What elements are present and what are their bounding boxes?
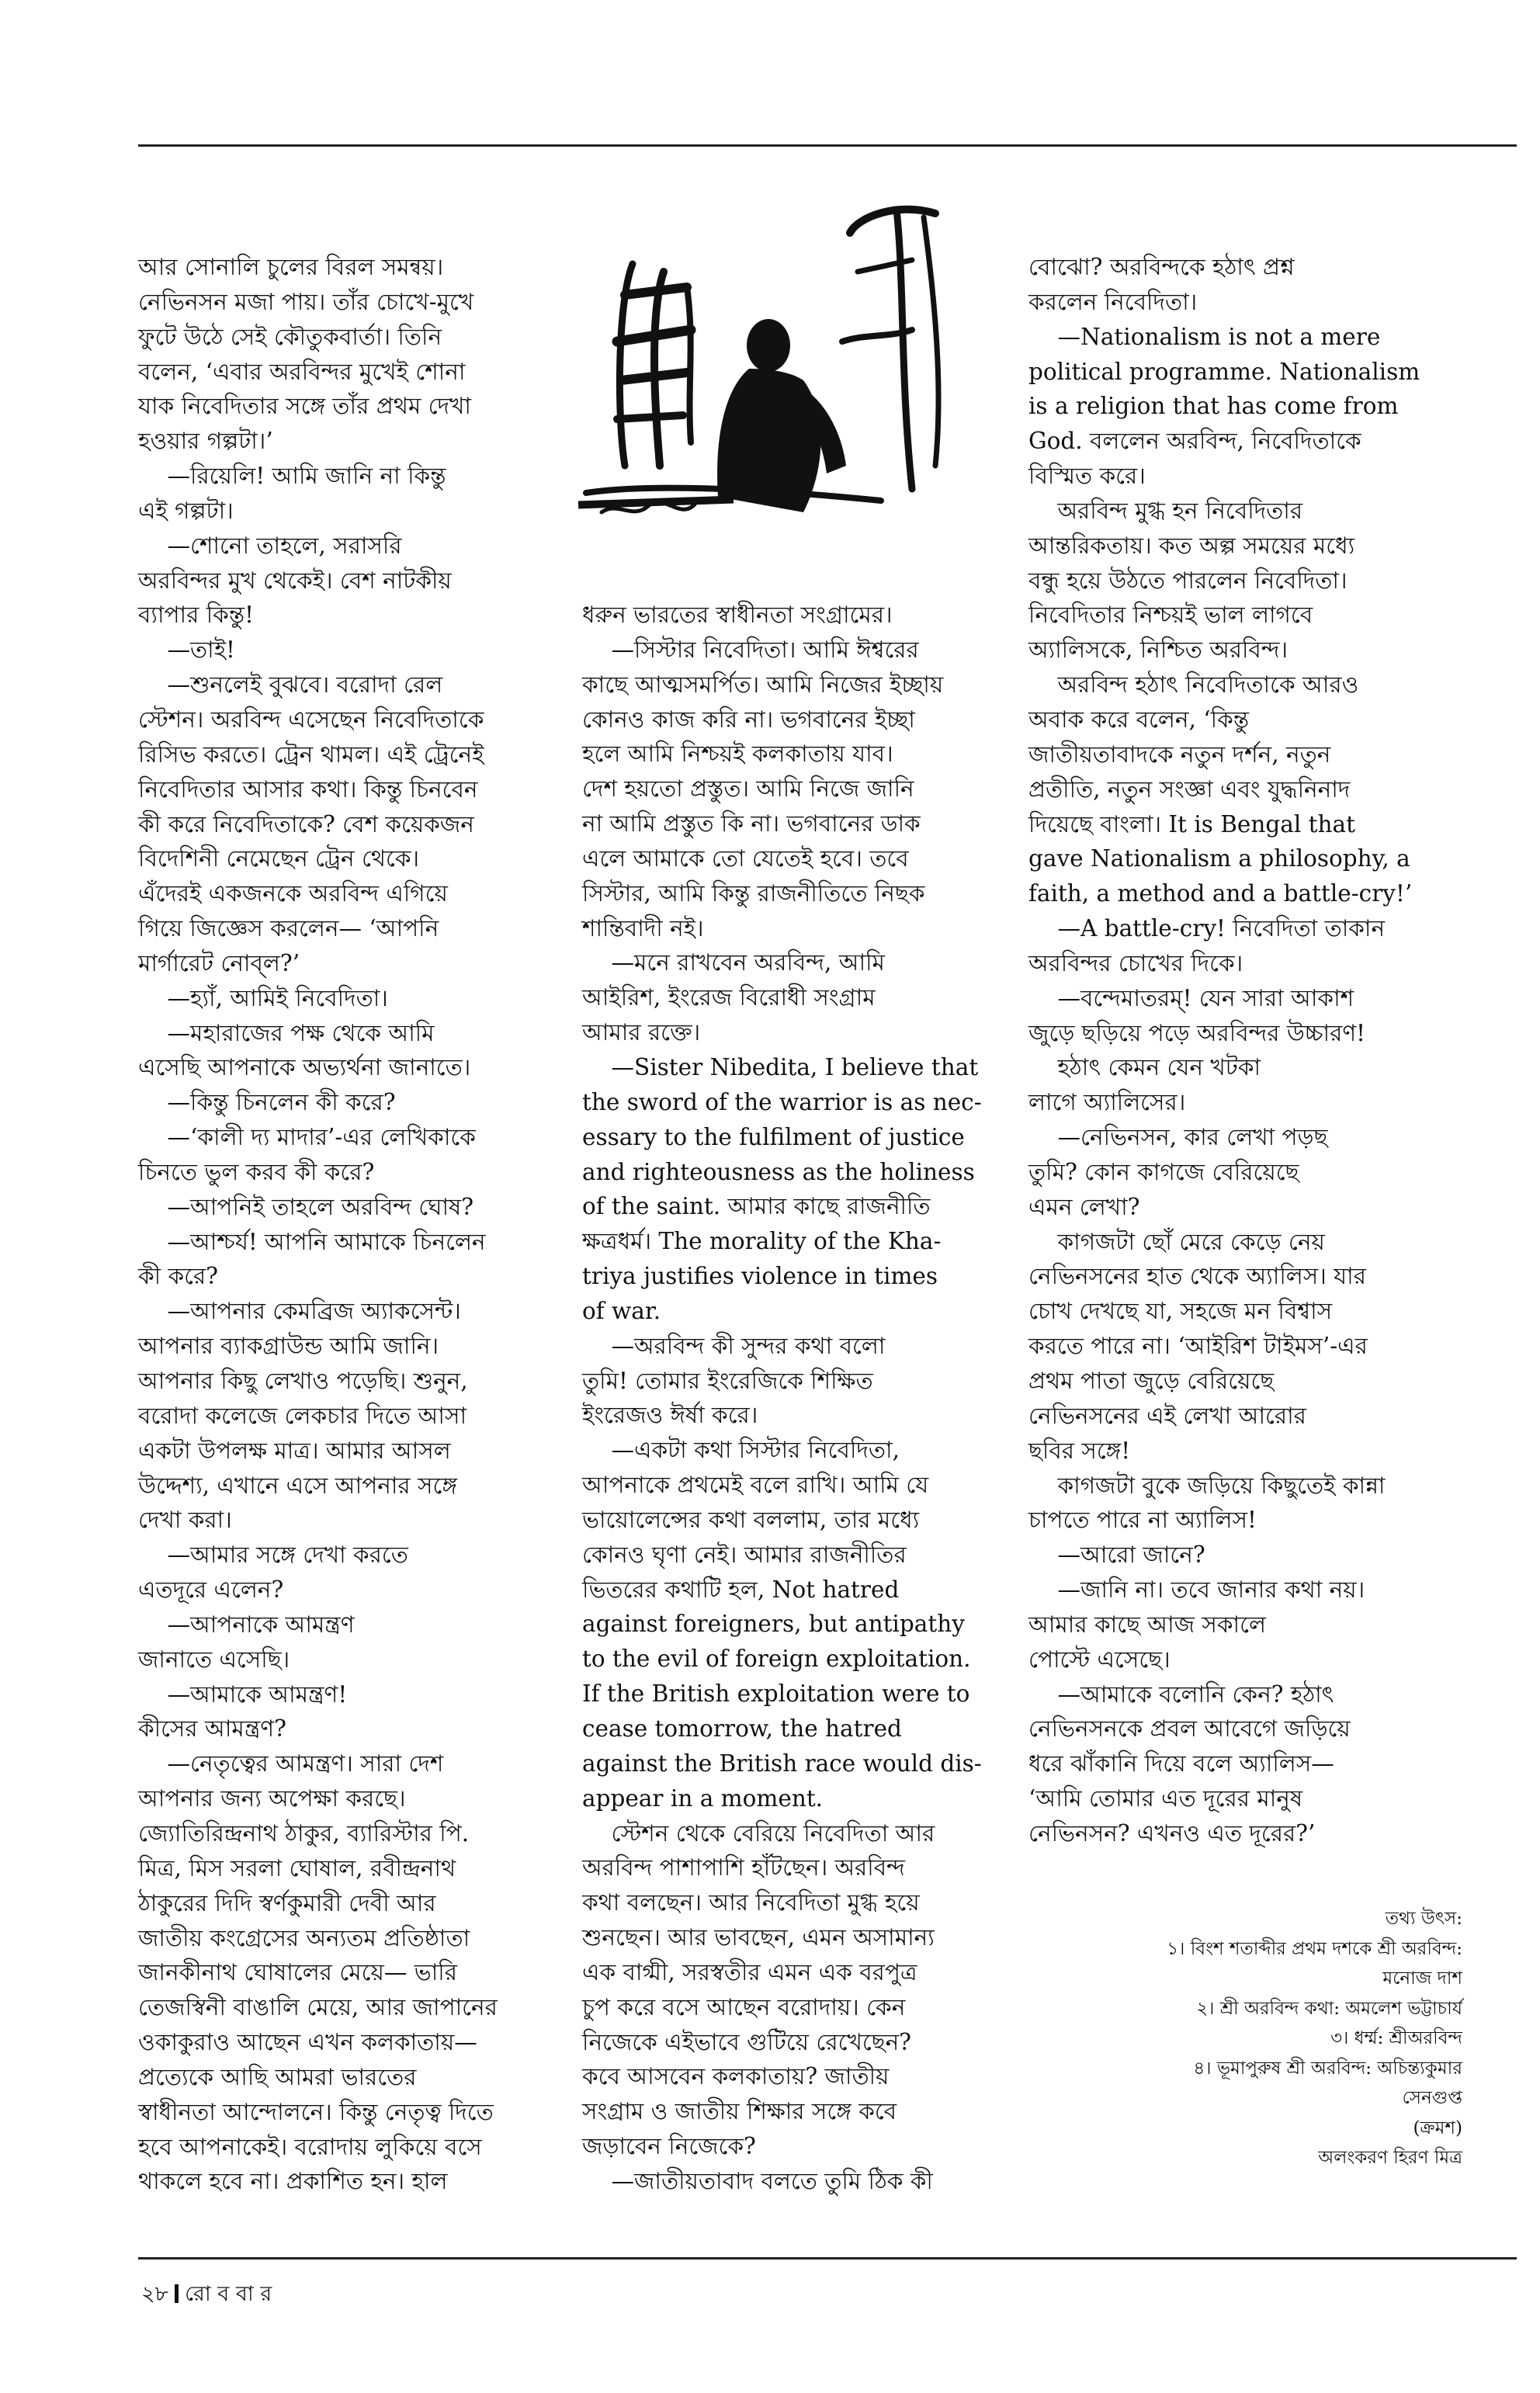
- text-line: —জানি না। তবে জানার কথা নয়।: [1028, 1576, 1365, 1604]
- text-line: হবে আপনাকেই। বরোদায় লুকিয়ে বসে: [138, 2133, 482, 2160]
- text-line: —শোনো তাহলে, সরাসরি: [138, 532, 402, 559]
- text-line: সিস্টার, আমি কিন্তু রাজনীতিতে নিছক: [582, 879, 925, 907]
- text-line: চোখ দেখছে যা, সহজে মন বিশ্বাস: [1028, 1298, 1333, 1325]
- text-line: —আরো জানে?: [1028, 1542, 1205, 1569]
- text-line: —কিন্তু চিনলেন কী করে?: [138, 1089, 396, 1116]
- text-line: —আমার সঙ্গে দেখা করতে: [138, 1542, 408, 1569]
- text-line: পোস্টে এসেছে।: [1028, 1646, 1171, 1673]
- text-line: ‘আমি তোমার এত দূরের মানুষ: [1028, 1785, 1303, 1812]
- text-line: কী করে নিবেদিতাকে? বেশ কয়েকজন: [138, 810, 474, 838]
- text-line: is a religion that has come from: [1028, 393, 1399, 420]
- text-line: শুনছেন। আর ভাবছেন, এমন অসামান্য: [582, 1924, 935, 1951]
- source-line: ২। শ্রী অরবিন্দ কথা: অমলেশ ভট্টাচার্য: [1196, 1998, 1462, 2019]
- text-line: —নেভিনসন, কার লেখা পড়ছ: [1028, 1124, 1328, 1151]
- text-line: আইরিশ, ইংরেজ বিরোধী সংগ্রাম: [582, 984, 876, 1011]
- text-line: তুমি! তোমার ইংরেজিকে শিক্ষিত: [582, 1367, 873, 1394]
- text-line: আমার রক্তে।: [582, 1019, 701, 1046]
- text-line: —Nationalism is not a mere: [1028, 323, 1381, 350]
- text-line: —নেতৃত্বের আমন্ত্রণ। সারা দেশ: [138, 1750, 444, 1777]
- text-line: প্রত্যেকে আছি আমরা ভারতের: [138, 2063, 417, 2090]
- text-line: সংগ্রাম ও জাতীয় শিক্ষার সঙ্গে কবে: [582, 2098, 897, 2125]
- text-line: —আপনাকে আমন্ত্রণ: [138, 1611, 355, 1638]
- text-line: স্টেশন থেকে বেরিয়ে নিবেদিতা আর: [582, 1819, 935, 1847]
- text-line: faith, a method and a battle-cry!’: [1028, 880, 1413, 907]
- text-line: —আপনিই তাহলে অরবিন্দ ঘোষ?: [138, 1193, 474, 1220]
- text-line: নেভিনসনকে প্রবল আবেগে জড়িয়ে: [1028, 1715, 1351, 1743]
- text-line: নেভিনসনের হাত থেকে অ্যালিস। যার: [1028, 1263, 1366, 1290]
- text-line: এক বাগ্মী, সরস্বতীর এমন এক বরপুত্র: [582, 1958, 917, 1985]
- text-line: political programme. Nationalism: [1028, 358, 1420, 385]
- text-line: আপনাকে প্রথমেই বলে রাখি। আমি যে: [582, 1472, 929, 1499]
- text-line: to the evil of foreign exploitation.: [582, 1646, 971, 1673]
- text-line: চিনতে ভুল করব কী করে?: [138, 1158, 375, 1185]
- text-line: ঠাকুরের দিদি স্বর্ণকুমারী দেবী আর: [138, 1889, 436, 1916]
- text-line: of the saint. আমার কাছে রাজনীতি: [582, 1193, 931, 1220]
- text-line: এসেছি আপনাকে অভ্যর্থনা জানাতে।: [138, 1054, 471, 1081]
- text-line: —‘কালী দ্য মাদার’-এর লেখিকাকে: [138, 1124, 476, 1151]
- text-line: শান্তিবাদী নই।: [582, 914, 704, 942]
- continued-note: (ক্রমশ): [1413, 2117, 1462, 2138]
- source-line: সেনগুপ্ত: [1402, 2088, 1462, 2108]
- text-line: ভায়োলেন্সের কথা বললাম, তার মধ্যে: [582, 1506, 920, 1533]
- text-line: নিবেদিতার আসার কথা। কিন্তু চিনবেন: [138, 775, 478, 803]
- text-line: আপনার ব্যাকগ্রাউন্ড আমি জানি।: [138, 1333, 439, 1360]
- text-line: কাছে আত্মসমর্পিত। আমি নিজের ইচ্ছায়: [582, 671, 944, 698]
- text-line: —অরবিন্দ কী সুন্দর কথা বলো: [582, 1332, 886, 1359]
- text-line: করলেন নিবেদিতা।: [1028, 288, 1198, 315]
- text-line: জাতীয় কংগ্রেসের অন্যতম প্রতিষ্ঠাতা: [138, 1924, 470, 1951]
- text-line: নিবেদিতার নিশ্চয়ই ভাল লাগবে: [1028, 602, 1313, 629]
- text-line: রিসিভ করতে। ট্রেন থামল। এই ট্রেনেই: [138, 740, 484, 768]
- text-line: হওয়ার গল্পটা।’: [138, 428, 273, 455]
- text-line: —আমাকে আমন্ত্রণ!: [138, 1680, 348, 1708]
- text-line: বিদেশিনী নেমেছেন ট্রেন থেকে।: [138, 845, 420, 872]
- source-line: ৪। ভূমাপুরুষ শ্রী অরবিন্দ: অচিন্ত্যকুমার: [1193, 2058, 1462, 2079]
- text-line: একটা উপলক্ষ মাত্র। আমার আসল: [138, 1437, 451, 1464]
- text-line: প্রথম পাতা জুড়ে বেরিয়েছে: [1028, 1368, 1275, 1394]
- page-number: ২৮: [141, 2282, 169, 2306]
- text-line: তুমি? কোন কাগজে বেরিয়েছে: [1028, 1158, 1299, 1185]
- text-line: বিস্মিত করে।: [1028, 463, 1146, 490]
- text-line: ব্যাপার কিন্তু!: [138, 602, 254, 629]
- text-line: —একটা কথা সিস্টার নিবেদিতা,: [582, 1437, 900, 1464]
- magazine-name: রো ব বা র: [185, 2282, 272, 2306]
- text-line: জুড়ে ছড়িয়ে পড়ে অরবিন্দর উচ্চারণ!: [1028, 1019, 1366, 1046]
- text-line: স্টেশন। অরবিন্দ এসেছেন নিবেদিতাকে: [138, 706, 484, 733]
- column-3: [1028, 250, 1463, 1851]
- text-line: কোনও ঘৃণা নেই। আমার রাজনীতির: [582, 1541, 907, 1568]
- text-line: কবে আসবেন কলকাতায়? জাতীয়: [582, 2063, 890, 2090]
- text-line: এতদূরে এলেন?: [138, 1576, 284, 1604]
- text-line: স্বাধীনতা আন্দোলনে। কিন্তু নেতৃত্ব দিতে: [138, 2098, 494, 2125]
- text-line: কীসের আমন্ত্রণ?: [138, 1715, 286, 1743]
- text-line: আপনার জন্য অপেক্ষা করছে।: [138, 1785, 406, 1812]
- folio-divider: [175, 2284, 179, 2303]
- text-line: ধরুন ভারতের স্বাধীনতা সংগ্রামের।: [582, 602, 893, 628]
- text-line: এমন লেখা?: [1028, 1193, 1140, 1220]
- text-line: against foreigners, but antipathy: [582, 1611, 965, 1638]
- text-line: বলেন, ‘এবার অরবিন্দর মুখেই শোনা: [138, 358, 466, 385]
- text-line: এঁদেরই একজনকে অরবিন্দ এগিয়ে: [138, 880, 448, 907]
- text-line: নেভিনসন মজা পায়। তাঁর চোখে-মুখে: [138, 288, 474, 315]
- text-line: appear in a moment.: [582, 1784, 824, 1812]
- text-line: and righteousness as the holiness: [582, 1158, 975, 1185]
- text-line: প্রতীতি, নতুন সংজ্ঞা এবং যুদ্ধনিনাদ: [1028, 775, 1351, 803]
- text-line: নেভিনসনের এই লেখা আরোর: [1028, 1402, 1306, 1429]
- text-line: হঠাৎ কেমন যেন খটকা: [1028, 1054, 1261, 1081]
- text-line: তেজস্বিনী বাঙালি মেয়ে, আর জাপানের: [138, 1994, 498, 2021]
- text-line: দেখা করা।: [138, 1507, 232, 1534]
- text-line: নিজেকে এইভাবে গুটিয়ে রেখেছেন?: [582, 2028, 911, 2055]
- text-line: গিয়ে জিজ্ঞেস করলেন— ‘আপনি: [138, 915, 439, 942]
- text-line: —Sister Nibedita, I believe that: [582, 1053, 979, 1080]
- text-line: —সিস্টার নিবেদিতা। আমি ঈশ্বরের: [582, 636, 919, 663]
- source-line: মনোজ দাশ: [1382, 1968, 1462, 1989]
- text-line: If the British exploitation were to: [582, 1680, 970, 1708]
- text-line: কাগজটা বুকে জড়িয়ে কিছুতেই কান্না: [1028, 1472, 1386, 1499]
- text-line: অরবিন্দর মুখ থেকেই। বেশ নাটকীয়: [138, 567, 452, 594]
- text-line: দেশ হয়তো প্রস্তুত। আমি নিজে জানি: [582, 775, 914, 803]
- text-line: ছবির সঙ্গে!: [1028, 1437, 1131, 1464]
- text-line: চাপতে পারে না অ্যালিস!: [1028, 1507, 1257, 1534]
- bottom-rule: [138, 2257, 1517, 2259]
- text-line: বরোদা কলেজে লেকচার দিতে আসা: [138, 1402, 467, 1429]
- text-line: অরবিন্দ পাশাপাশি হাঁটছেন। অরবিন্দ: [582, 1854, 905, 1881]
- text-line: —রিয়েলি! আমি জানি না কিন্তু: [138, 463, 446, 490]
- text-line: মার্গারেট নোব্‌ল?’: [138, 949, 300, 976]
- illustration-credit: অলংকরণ হিরণ মিত্র: [1318, 2148, 1462, 2168]
- text-line: অরবিন্দ মুগ্ধ হন নিবেদিতার: [1028, 497, 1303, 524]
- text-line: অবাক করে বলেন, ‘কিন্তু: [1028, 706, 1250, 733]
- text-line: ফুটে উঠে সেই কৌতুকবার্তা। তিনি: [138, 323, 442, 350]
- text-line: জাতীয়তাবাদকে নতুন দর্শন, নতুন: [1028, 740, 1331, 768]
- top-rule: [138, 144, 1517, 147]
- text-line: —মহারাজের পক্ষ থেকে আমি: [138, 1019, 435, 1046]
- text-line: —আমাকে বলোনি কেন? হঠাৎ: [1028, 1680, 1334, 1708]
- text-line: cease tomorrow, the hatred: [582, 1715, 902, 1742]
- text-line: অরবিন্দর চোখের দিকে।: [1028, 949, 1243, 976]
- text-line: —A battle-cry! নিবেদিতা তাকান: [1028, 915, 1386, 942]
- text-line: কী করে?: [138, 1263, 218, 1290]
- text-line: এলে আমাকে তো যেতেই হবে। তবে: [582, 844, 909, 872]
- text-line: triya justifies violence in times: [582, 1263, 938, 1290]
- text-line: আমার কাছে আজ সকালে: [1028, 1611, 1266, 1638]
- text-line: জানকীনাথ ঘোষালের মেয়ে— ভারি: [138, 1959, 457, 1986]
- text-line: উদ্দেশ্য, এখানে এসে আপনার সঙ্গে: [138, 1472, 457, 1499]
- sources-heading: তথ্য উৎস:: [1385, 1909, 1462, 1929]
- text-line: ক্ষত্রধর্ম। The morality of the Kha-: [582, 1228, 942, 1255]
- text-line: ইংরেজও ঈর্ষা করে।: [582, 1402, 758, 1429]
- text-line: করতে পারে না। ‘আইরিশ টাইমস’-এর: [1028, 1333, 1368, 1360]
- text-line: মিত্র, মিস সরলা ঘোষাল, রবীন্দ্রনাথ: [138, 1854, 456, 1881]
- text-line: অরবিন্দ হঠাৎ নিবেদিতাকে আরও: [1028, 671, 1359, 699]
- text-line: চুপ করে বসে আছেন বরোদায়। কেন: [582, 1993, 906, 2020]
- text-line: এই গল্পটা।: [138, 497, 234, 524]
- column-2: [582, 598, 994, 2199]
- text-line: essary to the fulfilment of justice: [582, 1123, 965, 1150]
- text-line: of war.: [582, 1297, 661, 1324]
- source-line: ১। বিংশ শতাব্দীর প্রথম দশকে শ্রী অরবিন্দ:: [1167, 1938, 1462, 1959]
- text-line: against the British race would dis-: [582, 1750, 982, 1777]
- text-line: কোনও কাজ করি না। ভগবানের ইচ্ছা: [582, 706, 915, 733]
- text-line: —আশ্চর্য! আপনি আমাকে চিনলেন: [138, 1228, 486, 1255]
- text-line: হলে আমি নিশ্চয়ই কলকাতায় যাব।: [582, 740, 893, 768]
- text-line: —তাই!: [138, 636, 235, 664]
- text-line: আন্তরিকতায়। কত অল্প সময়ের মধ্যে: [1028, 532, 1355, 559]
- text-line: আর সোনালি চুলের বিরল সমন্বয়।: [138, 254, 444, 280]
- text-line: —আপনার কেমব্রিজ অ্যাকসেন্ট।: [138, 1298, 461, 1325]
- text-line: gave Nationalism a philosophy, a: [1028, 845, 1410, 872]
- text-line: —শুনলেই বুঝবে। বরোদা রেল: [138, 671, 443, 699]
- text-line: যাক নিবেদিতার সঙ্গে তাঁর প্রথম দেখা: [138, 393, 471, 420]
- text-line: জড়াবেন নিজেকে?: [582, 2133, 756, 2160]
- text-line: থাকলে হবে না। প্রকাশিত হন। হাল: [138, 2168, 448, 2195]
- brush-sketch-illustration: [571, 186, 978, 574]
- text-line: বন্ধু হয়ে উঠতে পারলেন নিবেদিতা।: [1028, 567, 1348, 594]
- text-line: জানাতে এসেছি।: [138, 1646, 290, 1673]
- text-line: কথা বলছেন। আর নিবেদিতা মুগ্ধ হয়ে: [582, 1889, 920, 1916]
- text-line: জ্যোতিরিন্দ্রনাথ ঠাকুর, ব্যারিস্টার পি.: [138, 1819, 470, 1847]
- text-line: অ্যালিসকে, নিশ্চিত অরবিন্দ।: [1028, 636, 1289, 664]
- text-line: —জাতীয়তাবাদ বলতে তুমি ঠিক কী: [582, 2167, 933, 2194]
- text-line: ভিতরের কথাটি হল, Not hatred: [582, 1576, 900, 1603]
- sources-box: [966, 1904, 1462, 2173]
- text-line: ওকাকুরাও আছেন এখন কলকাতায়—: [138, 2029, 477, 2056]
- text-line: God. বললেন অরবিন্দ, নিবেদিতাকে: [1028, 428, 1361, 455]
- source-line: ৩। ধর্ম্ম: শ্রীঅরবিন্দ: [1330, 2028, 1462, 2048]
- text-line: ধরে ঝাঁকানি দিয়ে বলে অ্যালিস—: [1028, 1750, 1334, 1777]
- page-footer: [141, 2278, 272, 2313]
- text-line: —বন্দেমাতরম্‌! যেন সারা আকাশ: [1028, 984, 1354, 1011]
- text-line: —হ্যাঁ, আমিই নিবেদিতা।: [138, 984, 388, 1011]
- text-line: বোঝো? অরবিন্দকে হঠাৎ প্রশ্ন: [1028, 254, 1295, 280]
- column-1: [138, 250, 573, 2199]
- text-line: —মনে রাখবেন অরবিন্দ, আমি: [582, 949, 885, 976]
- text-line: আপনার কিছু লেখাও পড়েছি। শুনুন,: [138, 1368, 468, 1394]
- text-line: নেভিনসন? এখনও এত দূরের?’: [1028, 1819, 1316, 1847]
- text-line: লাগে অ্যালিসের।: [1028, 1089, 1186, 1116]
- text-line: না আমি প্রস্তুত কি না। ভগবানের ডাক: [582, 810, 921, 838]
- text-line: কাগজটা ছোঁ মেরে কেড়ে নেয়: [1028, 1228, 1325, 1255]
- text-line: দিয়েছে বাংলা। It is Bengal that: [1028, 810, 1355, 838]
- text-line: the sword of the warrior is as nec-: [582, 1088, 982, 1115]
